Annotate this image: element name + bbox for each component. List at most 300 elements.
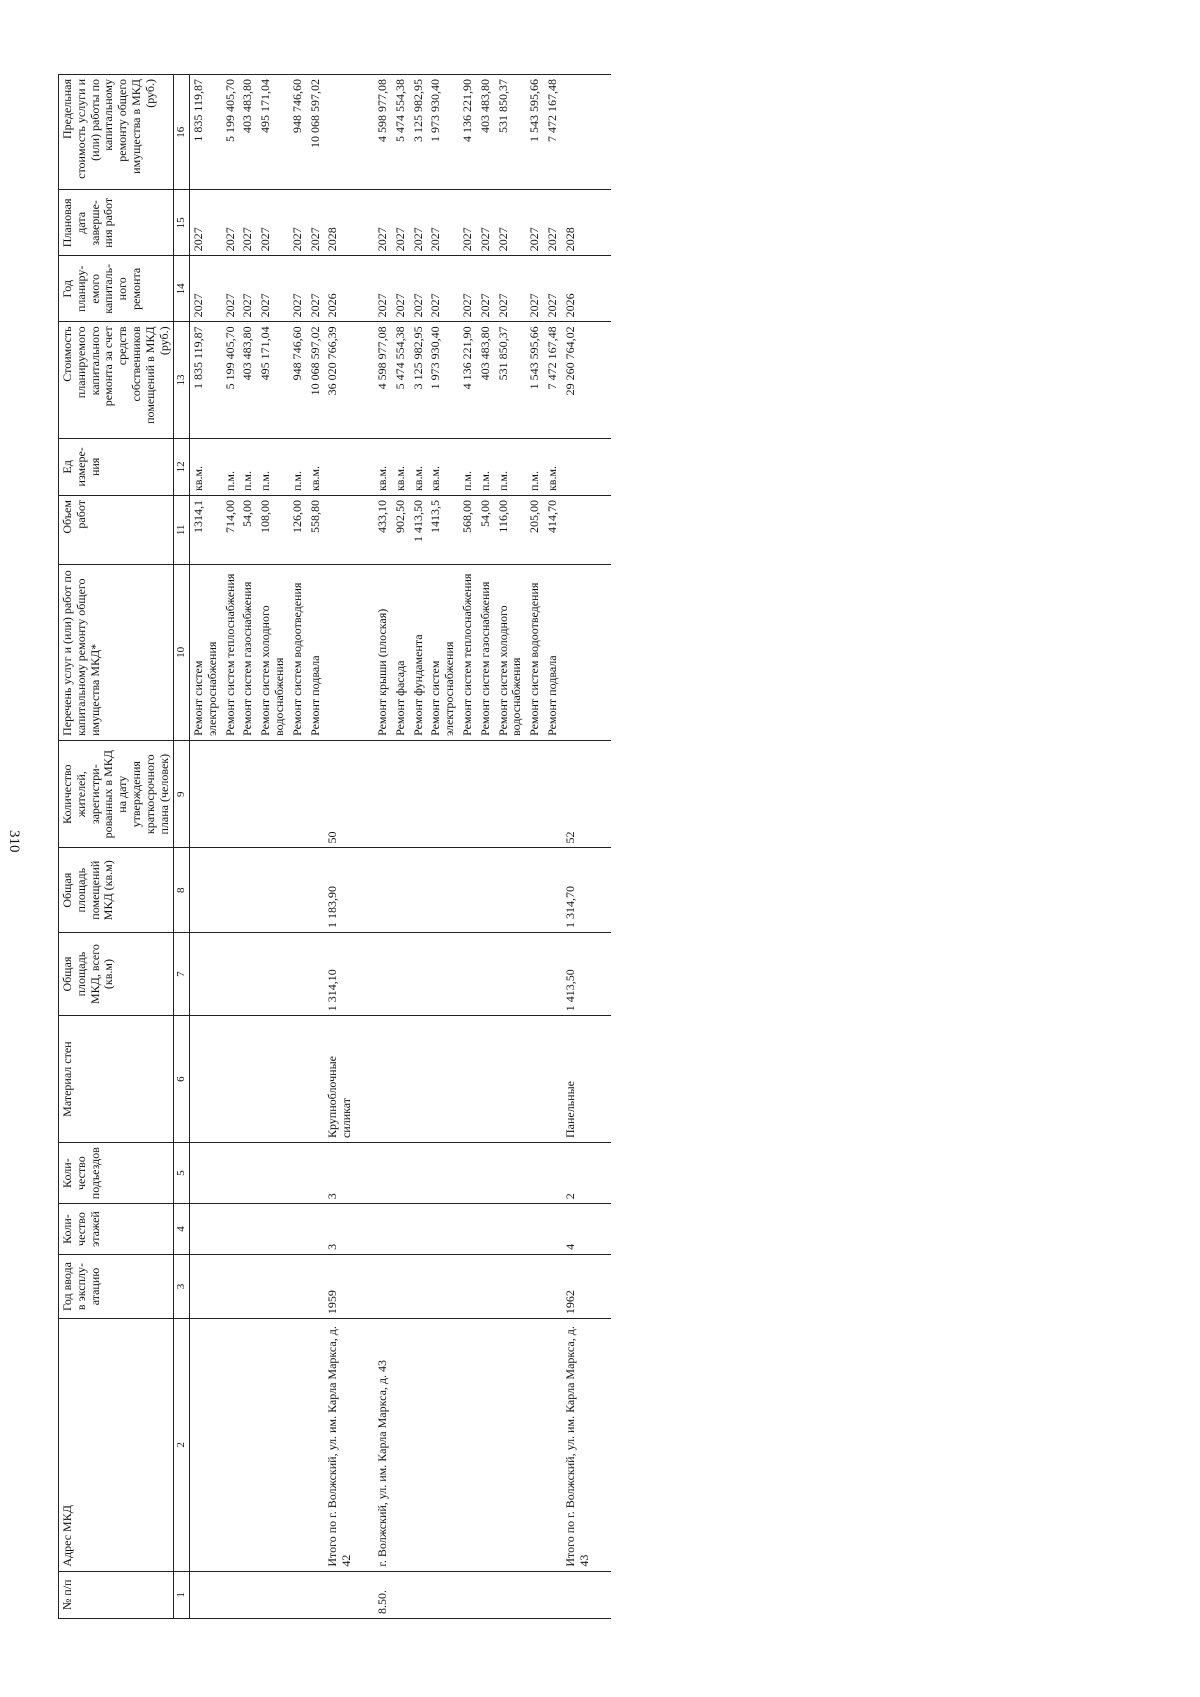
commission-year: 1962 — [562, 1254, 594, 1318]
address: г. Волжский, ул. им. Карла Маркса, д. 43 — [374, 1319, 392, 1572]
empty-cell — [222, 1254, 240, 1318]
plan-year: 2027 — [495, 256, 527, 322]
work-unit: п.м. — [257, 438, 289, 495]
limit-cost: 1 543 595,66 — [526, 75, 544, 190]
table-row — [392, 75, 410, 1619]
empty-cell — [526, 1016, 544, 1143]
total-end-date: 2028 — [562, 190, 594, 256]
total-label: Итого по г. Волжский, ул. им. Карла Маркса, д. 43 — [562, 1319, 594, 1572]
empty-cell — [427, 932, 459, 1015]
limit-cost: 531 850,37 — [495, 75, 527, 190]
empty-cell — [222, 1016, 240, 1143]
empty-cell — [324, 1571, 356, 1618]
row-number — [392, 1571, 410, 1618]
empty-cell — [544, 740, 562, 848]
empty-cell — [593, 1016, 611, 1143]
work-cost: 5 474 554,38 — [392, 322, 410, 438]
limit-cost: 1 835 119,87 — [190, 75, 222, 190]
empty-cell — [427, 1204, 459, 1255]
table-row — [459, 75, 477, 1619]
empty-cell — [459, 1143, 477, 1204]
row-number — [190, 1571, 222, 1618]
work-cost: 531 850,37 — [495, 322, 527, 438]
column-number: 3 — [174, 1254, 190, 1318]
plan-year: 2027 — [410, 256, 428, 322]
work-name: Ремонт систем газоснабжения — [477, 564, 495, 740]
empty-cell — [190, 1143, 222, 1204]
area-total: 1 314,10 — [324, 932, 356, 1015]
empty-cell — [526, 740, 544, 848]
floors: 4 — [562, 1204, 594, 1255]
empty-cell — [356, 496, 374, 565]
empty-cell — [374, 932, 392, 1015]
work-unit: кв.м. — [427, 438, 459, 495]
empty-cell — [356, 75, 374, 190]
limit-cost: 1 973 930,40 — [427, 75, 459, 190]
table-row — [307, 75, 325, 1619]
empty-cell — [307, 1204, 325, 1255]
end-date: 2027 — [392, 190, 410, 256]
end-date: 2027 — [222, 190, 240, 256]
work-cost: 1 543 595,66 — [526, 322, 544, 438]
table-row — [427, 75, 459, 1619]
row-number — [526, 1571, 544, 1618]
column-number: 4 — [174, 1204, 190, 1255]
floors: 3 — [324, 1204, 356, 1255]
empty-cell — [526, 1254, 544, 1318]
empty-cell — [410, 1204, 428, 1255]
table-row — [526, 75, 544, 1619]
empty-cell — [392, 1016, 410, 1143]
table-row — [374, 75, 392, 1619]
header-col-2: Адрес МКД — [59, 1319, 174, 1572]
plan-year: 2027 — [239, 256, 257, 322]
work-name: Ремонт подвала — [307, 564, 325, 740]
empty-cell — [459, 1204, 477, 1255]
work-cost: 7 472 167,48 — [544, 322, 562, 438]
row-number — [495, 1571, 527, 1618]
commission-year: 1959 — [324, 1254, 356, 1318]
end-date: 2027 — [374, 190, 392, 256]
empty-cell — [222, 932, 240, 1015]
empty-cell — [427, 740, 459, 848]
row-number — [410, 1571, 428, 1618]
work-unit: кв.м. — [410, 438, 428, 495]
wall-material: Крупноблочные силикат — [324, 1016, 356, 1143]
empty-cell — [257, 1143, 289, 1204]
entrances: 3 — [324, 1143, 356, 1204]
column-number: 7 — [174, 932, 190, 1015]
empty-cell — [410, 1143, 428, 1204]
header-col-13: Стоимость планируемого капитального ремонта за счет средств собственников помещений в МКД (руб.) — [59, 322, 174, 438]
address — [289, 1319, 307, 1572]
limit-cost: 495 171,04 — [257, 75, 289, 190]
empty-cell — [289, 848, 307, 932]
plan-year: 2027 — [392, 256, 410, 322]
work-volume: 116,00 — [495, 496, 527, 565]
work-cost: 4 136 221,90 — [459, 322, 477, 438]
work-volume: 126,00 — [289, 496, 307, 565]
empty-cell — [374, 1254, 392, 1318]
column-number: 13 — [174, 322, 190, 438]
table-row — [477, 75, 495, 1619]
empty-cell — [239, 1254, 257, 1318]
row-number — [427, 1571, 459, 1618]
row-number: 8.50. — [374, 1571, 392, 1618]
limit-cost: 948 746,60 — [289, 75, 307, 190]
empty-cell — [392, 1143, 410, 1204]
empty-cell — [544, 848, 562, 932]
empty-cell — [356, 1204, 374, 1255]
total-end-date: 2028 — [324, 190, 356, 256]
work-unit: п.м. — [239, 438, 257, 495]
total-plan-year: 2026 — [562, 256, 594, 322]
empty-cell — [356, 1571, 374, 1618]
empty-cell — [593, 1204, 611, 1255]
limit-cost: 10 068 597,02 — [307, 75, 325, 190]
page-number: 310 — [6, 830, 22, 853]
work-volume: 1413,5 — [427, 496, 459, 565]
empty-cell — [427, 1016, 459, 1143]
wall-material: Панельные — [562, 1016, 594, 1143]
plan-year: 2027 — [544, 256, 562, 322]
column-number-row — [174, 75, 190, 1619]
plan-year: 2027 — [307, 256, 325, 322]
empty-cell — [526, 848, 544, 932]
table-row — [289, 75, 307, 1619]
area-rooms: 1 183,90 — [324, 848, 356, 932]
plan-year: 2027 — [289, 256, 307, 322]
empty-cell — [544, 1254, 562, 1318]
empty-cell — [410, 740, 428, 848]
header-col-10: Перечень услуг и (или) работ по капитальному ремонту общего имущества МКД* — [59, 564, 174, 740]
empty-cell — [257, 1016, 289, 1143]
empty-cell — [239, 1016, 257, 1143]
empty-cell — [324, 496, 356, 565]
area-total: 1 413,50 — [562, 932, 594, 1015]
work-unit: п.м. — [289, 438, 307, 495]
empty-cell — [239, 1143, 257, 1204]
empty-cell — [477, 1143, 495, 1204]
empty-cell — [239, 1204, 257, 1255]
empty-cell — [459, 1016, 477, 1143]
empty-cell — [593, 496, 611, 565]
work-unit: п.м. — [495, 438, 527, 495]
empty-cell — [495, 740, 527, 848]
header-col-5: Коли- чество подъездов — [59, 1143, 174, 1204]
work-cost: 495 171,04 — [257, 322, 289, 438]
empty-cell — [495, 1143, 527, 1204]
empty-cell — [190, 932, 222, 1015]
table-row — [222, 75, 240, 1619]
work-cost: 3 125 982,95 — [410, 322, 428, 438]
empty-cell — [356, 740, 374, 848]
work-unit: кв.м. — [307, 438, 325, 495]
total-cost: 29 260 764,02 — [562, 322, 594, 438]
column-number: 2 — [174, 1319, 190, 1572]
table-row — [190, 75, 222, 1619]
empty-cell — [190, 1254, 222, 1318]
empty-cell — [495, 1016, 527, 1143]
limit-cost: 4 598 977,08 — [374, 75, 392, 190]
work-unit: кв.м. — [544, 438, 562, 495]
empty-cell — [392, 848, 410, 932]
limit-cost: 4 136 221,90 — [459, 75, 477, 190]
end-date: 2027 — [459, 190, 477, 256]
end-date: 2027 — [477, 190, 495, 256]
work-name: Ремонт систем холодного водоснабжения — [257, 564, 289, 740]
empty-cell — [222, 1204, 240, 1255]
empty-cell — [495, 848, 527, 932]
address — [410, 1319, 428, 1572]
limit-cost: 3 125 982,95 — [410, 75, 428, 190]
end-date: 2027 — [289, 190, 307, 256]
work-unit: кв.м. — [190, 438, 222, 495]
residents: 50 — [324, 740, 356, 848]
empty-cell — [289, 740, 307, 848]
work-volume: 205,00 — [526, 496, 544, 565]
empty-cell — [289, 932, 307, 1015]
empty-cell — [495, 1204, 527, 1255]
row-number — [477, 1571, 495, 1618]
plan-year: 2027 — [427, 256, 459, 322]
empty-cell — [544, 932, 562, 1015]
empty-cell — [593, 190, 611, 256]
empty-cell — [190, 848, 222, 932]
empty-cell — [190, 1016, 222, 1143]
empty-cell — [410, 1254, 428, 1318]
spacer-row — [356, 75, 374, 1619]
empty-cell — [459, 848, 477, 932]
empty-cell — [190, 1204, 222, 1255]
empty-cell — [356, 322, 374, 438]
empty-cell — [410, 848, 428, 932]
residents: 52 — [562, 740, 594, 848]
address — [392, 1319, 410, 1572]
end-date: 2027 — [410, 190, 428, 256]
table-row — [410, 75, 428, 1619]
header-col-16: Предельная стоимость услуги и (или) работы по капитальному ремонту общего имущества в МКД (руб.) — [59, 75, 174, 190]
row-number — [459, 1571, 477, 1618]
empty-cell — [427, 1143, 459, 1204]
work-volume: 568,00 — [459, 496, 477, 565]
work-volume: 54,00 — [477, 496, 495, 565]
empty-cell — [374, 848, 392, 932]
empty-cell — [593, 1254, 611, 1318]
empty-cell — [544, 1016, 562, 1143]
address — [544, 1319, 562, 1572]
end-date: 2027 — [544, 190, 562, 256]
empty-cell — [477, 740, 495, 848]
empty-cell — [374, 1143, 392, 1204]
empty-cell — [356, 1143, 374, 1204]
empty-cell — [356, 190, 374, 256]
work-unit: кв.м. — [374, 438, 392, 495]
row-number — [257, 1571, 289, 1618]
empty-cell — [495, 932, 527, 1015]
empty-cell — [307, 740, 325, 848]
plan-year: 2027 — [526, 256, 544, 322]
work-name: Ремонт фасада — [392, 564, 410, 740]
empty-cell — [593, 1319, 611, 1572]
empty-cell — [289, 1016, 307, 1143]
empty-cell — [222, 740, 240, 848]
empty-cell — [562, 564, 594, 740]
header-col-14: Год планиру- емого капиталь- ного ремонта — [59, 256, 174, 322]
header-row — [59, 75, 174, 1619]
empty-cell — [410, 932, 428, 1015]
limit-cost: 7 472 167,48 — [544, 75, 562, 190]
empty-cell — [356, 1254, 374, 1318]
limit-cost: 403 483,80 — [239, 75, 257, 190]
column-number: 11 — [174, 496, 190, 565]
table-row — [544, 75, 562, 1619]
work-volume: 1 413,50 — [410, 496, 428, 565]
empty-cell — [257, 932, 289, 1015]
work-volume: 902,50 — [392, 496, 410, 565]
plan-year: 2027 — [459, 256, 477, 322]
limit-cost: 5 199 405,70 — [222, 75, 240, 190]
work-name: Ремонт систем электроснабжения — [427, 564, 459, 740]
row-number — [239, 1571, 257, 1618]
empty-cell — [526, 1143, 544, 1204]
work-cost: 5 199 405,70 — [222, 322, 240, 438]
empty-cell — [593, 848, 611, 932]
address — [257, 1319, 289, 1572]
empty-cell — [459, 932, 477, 1015]
empty-cell — [307, 932, 325, 1015]
column-number: 6 — [174, 1016, 190, 1143]
empty-cell — [324, 564, 356, 740]
end-date: 2027 — [307, 190, 325, 256]
table-row — [257, 75, 289, 1619]
column-number: 12 — [174, 438, 190, 495]
empty-cell — [526, 1204, 544, 1255]
work-name: Ремонт систем водоотведения — [289, 564, 307, 740]
empty-cell — [410, 1016, 428, 1143]
address — [222, 1319, 240, 1572]
empty-cell — [562, 1571, 594, 1618]
work-unit: п.м. — [459, 438, 477, 495]
row-number — [307, 1571, 325, 1618]
empty-cell — [526, 932, 544, 1015]
empty-cell — [593, 932, 611, 1015]
header-col-12: Ед измере- ния — [59, 438, 174, 495]
address — [190, 1319, 222, 1572]
header-col-11: Объем работ — [59, 496, 174, 565]
plan-year: 2027 — [190, 256, 222, 322]
empty-cell — [239, 740, 257, 848]
work-cost: 1 973 930,40 — [427, 322, 459, 438]
empty-cell — [459, 1254, 477, 1318]
header-col-4: Коли- чество этажей — [59, 1204, 174, 1255]
empty-cell — [257, 848, 289, 932]
work-volume: 714,00 — [222, 496, 240, 565]
empty-cell — [257, 1254, 289, 1318]
work-cost: 10 068 597,02 — [307, 322, 325, 438]
empty-cell — [324, 75, 356, 190]
row-number — [289, 1571, 307, 1618]
end-date: 2027 — [239, 190, 257, 256]
empty-cell — [593, 1571, 611, 1618]
empty-cell — [307, 1254, 325, 1318]
header-col-1: № п/п — [59, 1571, 174, 1618]
empty-cell — [477, 848, 495, 932]
address — [459, 1319, 477, 1572]
empty-cell — [593, 564, 611, 740]
empty-cell — [356, 932, 374, 1015]
total-cost: 36 020 766,39 — [324, 322, 356, 438]
empty-cell — [427, 1254, 459, 1318]
empty-cell — [562, 75, 594, 190]
total-row — [324, 75, 356, 1619]
address — [477, 1319, 495, 1572]
plan-year: 2027 — [374, 256, 392, 322]
header-col-15: Плановая дата заверше- ния работ — [59, 190, 174, 256]
empty-cell — [544, 1143, 562, 1204]
empty-cell — [374, 740, 392, 848]
column-number: 10 — [174, 564, 190, 740]
work-volume: 1314,1 — [190, 496, 222, 565]
empty-cell — [392, 1204, 410, 1255]
empty-cell — [190, 740, 222, 848]
work-volume: 414,70 — [544, 496, 562, 565]
empty-cell — [257, 1204, 289, 1255]
plan-year: 2027 — [257, 256, 289, 322]
header-col-8: Общая площадь помещений МКД (кв.м) — [59, 848, 174, 932]
column-number: 14 — [174, 256, 190, 322]
work-name: Ремонт подвала — [544, 564, 562, 740]
empty-cell — [477, 932, 495, 1015]
work-name: Ремонт систем теплоснабжения — [459, 564, 477, 740]
empty-cell — [374, 1204, 392, 1255]
total-plan-year: 2026 — [324, 256, 356, 322]
work-name: Ремонт систем теплоснабжения — [222, 564, 240, 740]
empty-cell — [427, 848, 459, 932]
empty-cell — [593, 322, 611, 438]
empty-cell — [307, 1143, 325, 1204]
entrances: 2 — [562, 1143, 594, 1204]
empty-cell — [289, 1204, 307, 1255]
column-number: 16 — [174, 75, 190, 190]
work-unit: кв.м. — [392, 438, 410, 495]
header-col-3: Год ввода в эксплу- атацию — [59, 1254, 174, 1318]
empty-cell — [239, 848, 257, 932]
end-date: 2027 — [427, 190, 459, 256]
work-name: Ремонт систем электроснабжения — [190, 564, 222, 740]
empty-cell — [356, 256, 374, 322]
work-name: Ремонт систем холодного водоснабжения — [495, 564, 527, 740]
end-date: 2027 — [190, 190, 222, 256]
empty-cell — [392, 740, 410, 848]
work-unit: п.м. — [222, 438, 240, 495]
empty-cell — [324, 438, 356, 495]
empty-cell — [392, 932, 410, 1015]
empty-cell — [307, 848, 325, 932]
end-date: 2027 — [526, 190, 544, 256]
address — [526, 1319, 544, 1572]
empty-cell — [392, 1254, 410, 1318]
empty-cell — [593, 1143, 611, 1204]
column-number: 15 — [174, 190, 190, 256]
empty-cell — [356, 1319, 374, 1572]
end-date: 2027 — [257, 190, 289, 256]
empty-cell — [562, 496, 594, 565]
address — [427, 1319, 459, 1572]
work-name: Ремонт систем водоотведения — [526, 564, 544, 740]
work-name: Ремонт систем газоснабжения — [239, 564, 257, 740]
empty-cell — [222, 848, 240, 932]
